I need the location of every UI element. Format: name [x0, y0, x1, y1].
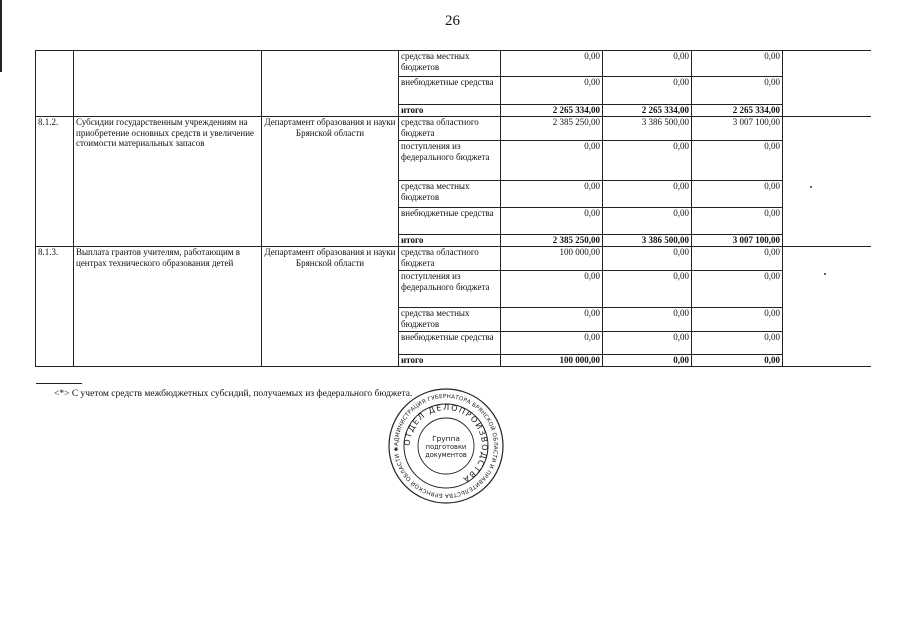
- value-cell: 0,00: [692, 355, 783, 367]
- value-cell: 0,00: [501, 332, 603, 355]
- stamp-outer-text: АДМИНИСТРАЦИЯ ГУБЕРНАТОРА БРЯНСКОЙ ОБЛАСТИ И ПРАВИТЕЛЬСТВА БРЯНСКОЙ ОБЛАСТИ ✱: [393, 393, 499, 499]
- value-cell: 0,00: [501, 208, 603, 235]
- executor-cell: Департамент образования и науки Брянской области: [262, 247, 399, 367]
- executor-cell: [262, 51, 399, 117]
- source-cell: итого: [399, 355, 501, 367]
- value-cell: 0,00: [501, 51, 603, 77]
- value-cell: 0,00: [603, 355, 692, 367]
- value-cell: 0,00: [501, 141, 603, 181]
- code-cell: 8.1.2.: [36, 117, 74, 247]
- value-cell: 0,00: [603, 208, 692, 235]
- source-cell: итого: [399, 235, 501, 247]
- value-cell: 0,00: [692, 181, 783, 208]
- footnote: <*> С учетом средств межбюджетных субсидий, получаемых из федерального бюджета.: [54, 389, 413, 399]
- value-cell: 2 385 250,00: [501, 235, 603, 247]
- value-cell: 0,00: [692, 271, 783, 308]
- stamp-seal-icon: [370, 387, 522, 507]
- value-cell: 0,00: [501, 308, 603, 332]
- value-cell: 3 007 100,00: [692, 235, 783, 247]
- footnote-rule: [36, 383, 82, 384]
- value-cell: 2 385 250,00: [501, 117, 603, 141]
- source-cell: поступления из федерального бюджета: [399, 271, 501, 308]
- budget-table: [35, 50, 871, 367]
- blank-cell: [783, 247, 871, 367]
- value-cell: 0,00: [603, 332, 692, 355]
- value-cell: 3 386 500,00: [603, 235, 692, 247]
- value-cell: 3 007 100,00: [692, 117, 783, 141]
- code-cell: 8.1.3.: [36, 247, 74, 367]
- source-cell: средства местных бюджетов: [399, 51, 501, 77]
- value-cell: 0,00: [603, 247, 692, 271]
- value-cell: 0,00: [603, 51, 692, 77]
- value-cell: 2 265 334,00: [692, 105, 783, 117]
- source-cell: итого: [399, 105, 501, 117]
- value-cell: 100 000,00: [501, 247, 603, 271]
- value-cell: 0,00: [501, 77, 603, 105]
- value-cell: 0,00: [603, 181, 692, 208]
- code-cell: [36, 51, 74, 117]
- left-margin-rule: [0, 0, 2, 72]
- value-cell: 0,00: [603, 308, 692, 332]
- source-cell: поступления из федерального бюджета: [399, 141, 501, 181]
- value-cell: 0,00: [692, 141, 783, 181]
- value-cell: 2 265 334,00: [603, 105, 692, 117]
- table-row: [36, 51, 871, 77]
- value-cell: 0,00: [692, 332, 783, 355]
- blank-cell: [783, 51, 871, 117]
- value-cell: 0,00: [603, 141, 692, 181]
- table-row: [36, 117, 871, 141]
- stamp-center-line: подготовки: [425, 443, 467, 451]
- official-stamp: [370, 387, 522, 507]
- value-cell: 3 386 500,00: [603, 117, 692, 141]
- table-row: [36, 247, 871, 271]
- source-cell: внебюджетные средства: [399, 77, 501, 105]
- value-cell: 0,00: [692, 208, 783, 235]
- value-cell: 0,00: [692, 77, 783, 105]
- stamp-center-line: Группа: [432, 434, 460, 443]
- name-cell: Субсидии государственным учреждениям на приобретение основных средств и увеличение стоимости материальных запасов: [74, 117, 262, 247]
- page-number: 26: [445, 13, 460, 29]
- source-cell: внебюджетные средства: [399, 332, 501, 355]
- value-cell: 0,00: [692, 51, 783, 77]
- executor-cell: Департамент образования и науки Брянской области: [262, 117, 399, 247]
- value-cell: 0,00: [603, 271, 692, 308]
- value-cell: 0,00: [501, 271, 603, 308]
- name-cell: [74, 51, 262, 117]
- source-cell: средства местных бюджетов: [399, 181, 501, 208]
- value-cell: 0,00: [692, 247, 783, 271]
- blank-cell: [783, 117, 871, 247]
- stamp-inner-text: ОТДЕЛ ДЕЛОПРОИЗВОДСТВА: [402, 402, 490, 485]
- source-cell: внебюджетные средства: [399, 208, 501, 235]
- source-cell: средства областного бюджета: [399, 247, 501, 271]
- scan-speck: [810, 186, 812, 188]
- value-cell: 0,00: [501, 181, 603, 208]
- value-cell: 0,00: [692, 308, 783, 332]
- source-cell: средства местных бюджетов: [399, 308, 501, 332]
- value-cell: 0,00: [603, 77, 692, 105]
- source-cell: средства областного бюджета: [399, 117, 501, 141]
- stamp-center-line: документов: [425, 451, 467, 459]
- value-cell: 2 265 334,00: [501, 105, 603, 117]
- value-cell: 100 000,00: [501, 355, 603, 367]
- name-cell: Выплата грантов учителям, работающим в центрах технического образования детей: [74, 247, 262, 367]
- scan-speck: [824, 273, 826, 275]
